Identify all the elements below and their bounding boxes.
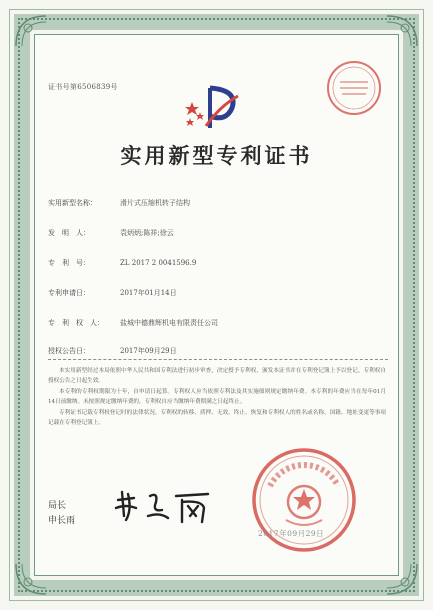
seal-date: 2017年09月29日: [258, 529, 325, 538]
field-inventors: [48, 228, 174, 238]
field-application-date: [48, 288, 177, 298]
field-patentee: [48, 318, 218, 328]
body-paragraph: 本专利的专利权期限为十年，自申请日起算。专利权人应当依照专利法及其实施细则规定缴纳年费。本专利的年费应当在每年01月14日前缴纳。未按照规定缴纳年费的，专利权自应当缴纳年费期满之日起终止。: [48, 389, 386, 405]
field-grant-date: [48, 346, 177, 356]
field-value: 2017年09月29日: [120, 347, 177, 355]
field-label: 专利申请日：: [48, 289, 90, 297]
field-value: ZL 2017 2 0041596.9: [120, 259, 197, 267]
signatory-title: 局长: [48, 501, 67, 511]
certificate-body-text: [48, 367, 386, 431]
field-label: 发 明 人：: [48, 229, 90, 237]
handwritten-signature-icon: [112, 486, 230, 530]
small-red-seal-icon: [326, 60, 382, 116]
field-value: 盐城中德鼎辉机电有限责任公司: [120, 319, 218, 327]
divider: [48, 359, 388, 360]
certificate-number: 证书号第6506839号: [48, 83, 118, 91]
corner-ornament: [385, 562, 419, 596]
patent-office-logo-icon: [180, 82, 244, 134]
certificate-title: 实用新型专利证书: [120, 143, 313, 168]
field-label: 实用新型名称：: [48, 199, 97, 207]
body-paragraph: 本实用新型经过本局依照中华人民共和国专利法进行初步审查，决定授予专利权，颁发本证书并在专利登记簿上予以登记。专利权自授权公告之日起生效。: [48, 368, 386, 384]
field-label: 专 利 号：: [48, 259, 90, 267]
field-value: 袁炳炳;陈祥;徐云: [120, 229, 174, 237]
field-label: 专 利 权 人：: [48, 319, 104, 327]
corner-ornament: [14, 562, 48, 596]
corner-ornament: [385, 14, 419, 48]
field-value: 2017年01月14日: [120, 289, 177, 297]
field-label: 授权公告日：: [48, 347, 90, 355]
field-utility-model-name: [48, 198, 190, 208]
corner-ornament: [14, 14, 48, 48]
field-value: 滑片式压缩机转子结构: [120, 199, 190, 207]
body-paragraph: 专利证书记载专利权登记时的法律状况。专利权的转移、质押、无效、终止、恢复和专利权人的姓名或名称、国籍、地址变更等事项记载在专利登记簿上。: [48, 410, 386, 426]
signatory-name: 申长雨: [48, 516, 76, 526]
field-patent-number: [48, 258, 196, 268]
